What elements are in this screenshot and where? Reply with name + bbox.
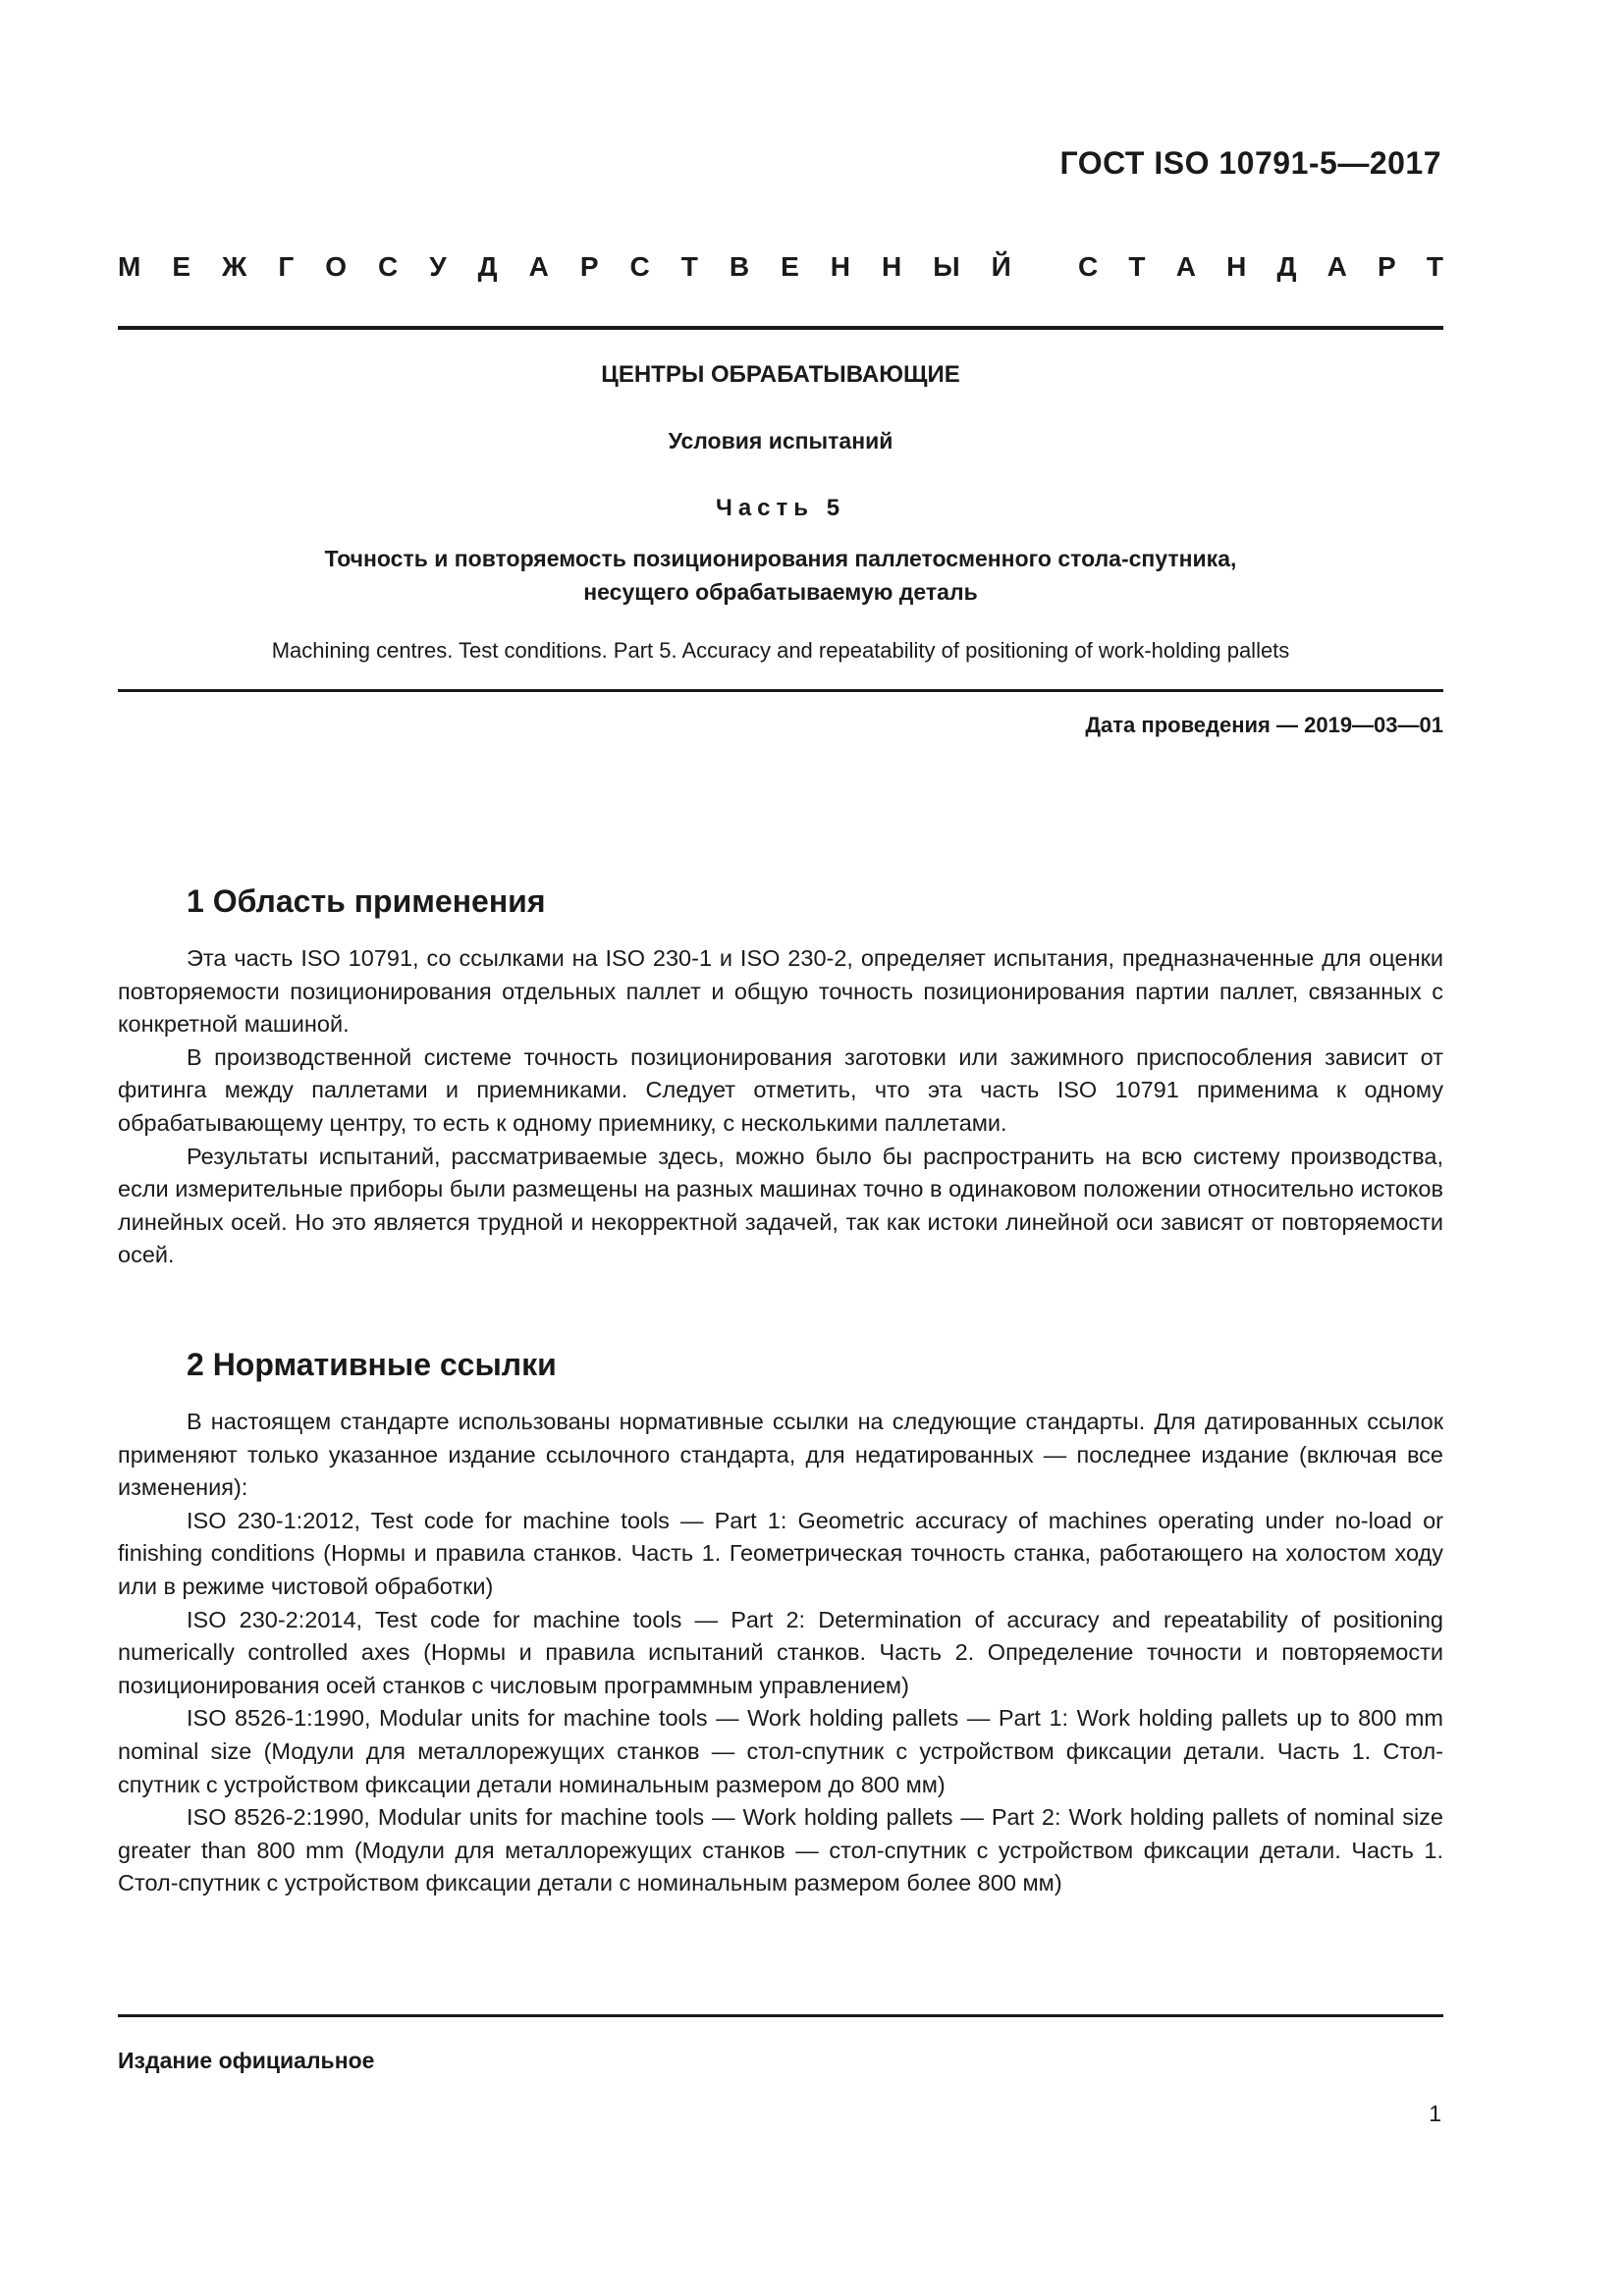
document-part: Часть 5 bbox=[715, 495, 846, 521]
effective-date: Дата проведения — 2019—03—01 bbox=[1085, 713, 1443, 737]
banner-word-interstate bbox=[118, 251, 1011, 283]
section-heading: 1 Область применения bbox=[187, 883, 546, 919]
banner-letter: Н bbox=[882, 251, 902, 282]
section-body bbox=[118, 942, 1443, 1272]
section-normative-references bbox=[118, 1345, 1443, 1900]
banner-letter: У bbox=[429, 251, 447, 282]
banner-letter: С bbox=[1078, 251, 1099, 282]
title-divider bbox=[118, 689, 1443, 692]
banner-letter: Н bbox=[1226, 251, 1247, 282]
paragraph: Результаты испытаний, рассматриваемые здесь, можно было бы распространить на всю систему производства, если измерительные приборы были размещены на разных машинах точно в одинаковом положении относительно истоков линейных осей. Но это является трудной и некорректной задачей, так как истоки линейной оси зависят от повторяемости осей. bbox=[118, 1143, 1443, 1268]
banner-word-standard bbox=[1078, 251, 1443, 283]
part-title-line: Точность и повторяемость позиционирования паллетосменного стола-спутника, bbox=[324, 546, 1237, 571]
document-part-title bbox=[118, 542, 1443, 609]
banner-letter: А bbox=[1326, 251, 1347, 282]
reference-item: ISO 8526-2:1990, Modular units for machine tools — Work holding pallets — Part 2: Work holding pallets of nominal size greater than 800 mm (Модули для металлорежущих станков — стол-спутник с устройством фиксации детали. Часть 1. Стол-спутник с устройством фиксации детали с номинальным размером более 800 мм) bbox=[118, 1804, 1443, 1896]
footer-divider bbox=[118, 2014, 1443, 2017]
header-divider bbox=[118, 326, 1443, 330]
edition-label: Издание официальное bbox=[118, 2048, 375, 2073]
reference-item: ISO 8526-1:1990, Modular units for machine tools — Work holding pallets — Part 1: Work holding pallets up to 800 mm nominal size (Модули для металлорежущих станков — стол-спутник с устройством фиксации детали. Часть 1. Стол-спутник с устройством фиксации детали номинальным размером до 800 мм) bbox=[118, 1705, 1443, 1797]
banner-letter: Р bbox=[579, 251, 599, 282]
banner-letter: Т bbox=[1128, 251, 1146, 282]
banner-letter: А bbox=[1175, 251, 1196, 282]
banner-letter: Е bbox=[172, 251, 191, 282]
section-heading: 2 Нормативные ссылки bbox=[187, 1347, 557, 1382]
banner-letter: Е bbox=[781, 251, 799, 282]
document-title: ЦЕНТРЫ ОБРАБАТЫВАЮЩИЕ bbox=[601, 361, 960, 388]
standard-banner bbox=[118, 251, 1443, 283]
page-number: 1 bbox=[1429, 2101, 1441, 2126]
reference-item: ISO 230-2:2014, Test code for machine tools — Part 2: Determination of accuracy and repeatability of positioning numerically controlled axes (Нормы и правила испытаний станков. Часть 2. Определение точности и повторяемости позиционирования осей станков с числовым программным управлением) bbox=[118, 1606, 1443, 1698]
banner-letter: Д bbox=[477, 251, 498, 282]
banner-letter: Н bbox=[830, 251, 851, 282]
banner-letter: С bbox=[629, 251, 650, 282]
banner-letter: Г bbox=[278, 251, 295, 282]
section-body bbox=[118, 1406, 1443, 1900]
banner-letter: Т bbox=[1426, 251, 1443, 282]
banner-letter: Ж bbox=[222, 251, 247, 282]
banner-letter: Р bbox=[1378, 251, 1396, 282]
document-code: ГОСТ ISO 10791-5—2017 bbox=[1059, 145, 1441, 181]
english-title: Machining centres. Test conditions. Part 5. Accuracy and repeatability of positioning of work-holding pallets bbox=[271, 638, 1290, 663]
part-title-line: несущего обрабатываемую деталь bbox=[583, 579, 978, 605]
banner-letter: С bbox=[377, 251, 399, 282]
banner-letter: А bbox=[528, 251, 549, 282]
banner-letter: Й bbox=[991, 251, 1011, 282]
banner-letter: Т bbox=[680, 251, 698, 282]
banner-letter: Ы bbox=[933, 251, 960, 282]
paragraph: Эта часть ISO 10791, со ссылками на ISO 230-1 и ISO 230-2, определяет испытания, предназначенные для оценки повторяемости позиционирования отдельных паллет и общую точность позиционирования партии паллет, связанных с конкретной машиной. bbox=[118, 945, 1443, 1038]
paragraph: В настоящем стандарте использованы нормативные ссылки на следующие стандарты. Для датированных ссылок применяют только указанное издание ссылочного стандарта, для недатированных — последнее издание (включая все изменения): bbox=[118, 1409, 1443, 1501]
paragraph: В производственной системе точность позиционирования заготовки или зажимного приспособления зависит от фитинга между паллетами и приемниками. Следует отметить, что эта часть ISO 10791 применима к одному обрабатывающему центру, то есть к одному приемнику, с несколькими паллетами. bbox=[118, 1043, 1443, 1136]
reference-item: ISO 230-1:2012, Test code for machine tools — Part 1: Geometric accuracy of machines operating under no-load or finishing conditions (Нормы и правила станков. Часть 1. Геометрическая точность станка, работающего на холостом ходу или в режиме чистовой обработки) bbox=[118, 1507, 1443, 1599]
banner-letter: О bbox=[325, 251, 347, 282]
banner-letter: М bbox=[118, 251, 141, 282]
document-subtitle: Условия испытаний bbox=[668, 428, 893, 454]
banner-letter: В bbox=[729, 251, 750, 282]
section-scope bbox=[118, 881, 1443, 1272]
banner-letter: Д bbox=[1276, 251, 1297, 282]
